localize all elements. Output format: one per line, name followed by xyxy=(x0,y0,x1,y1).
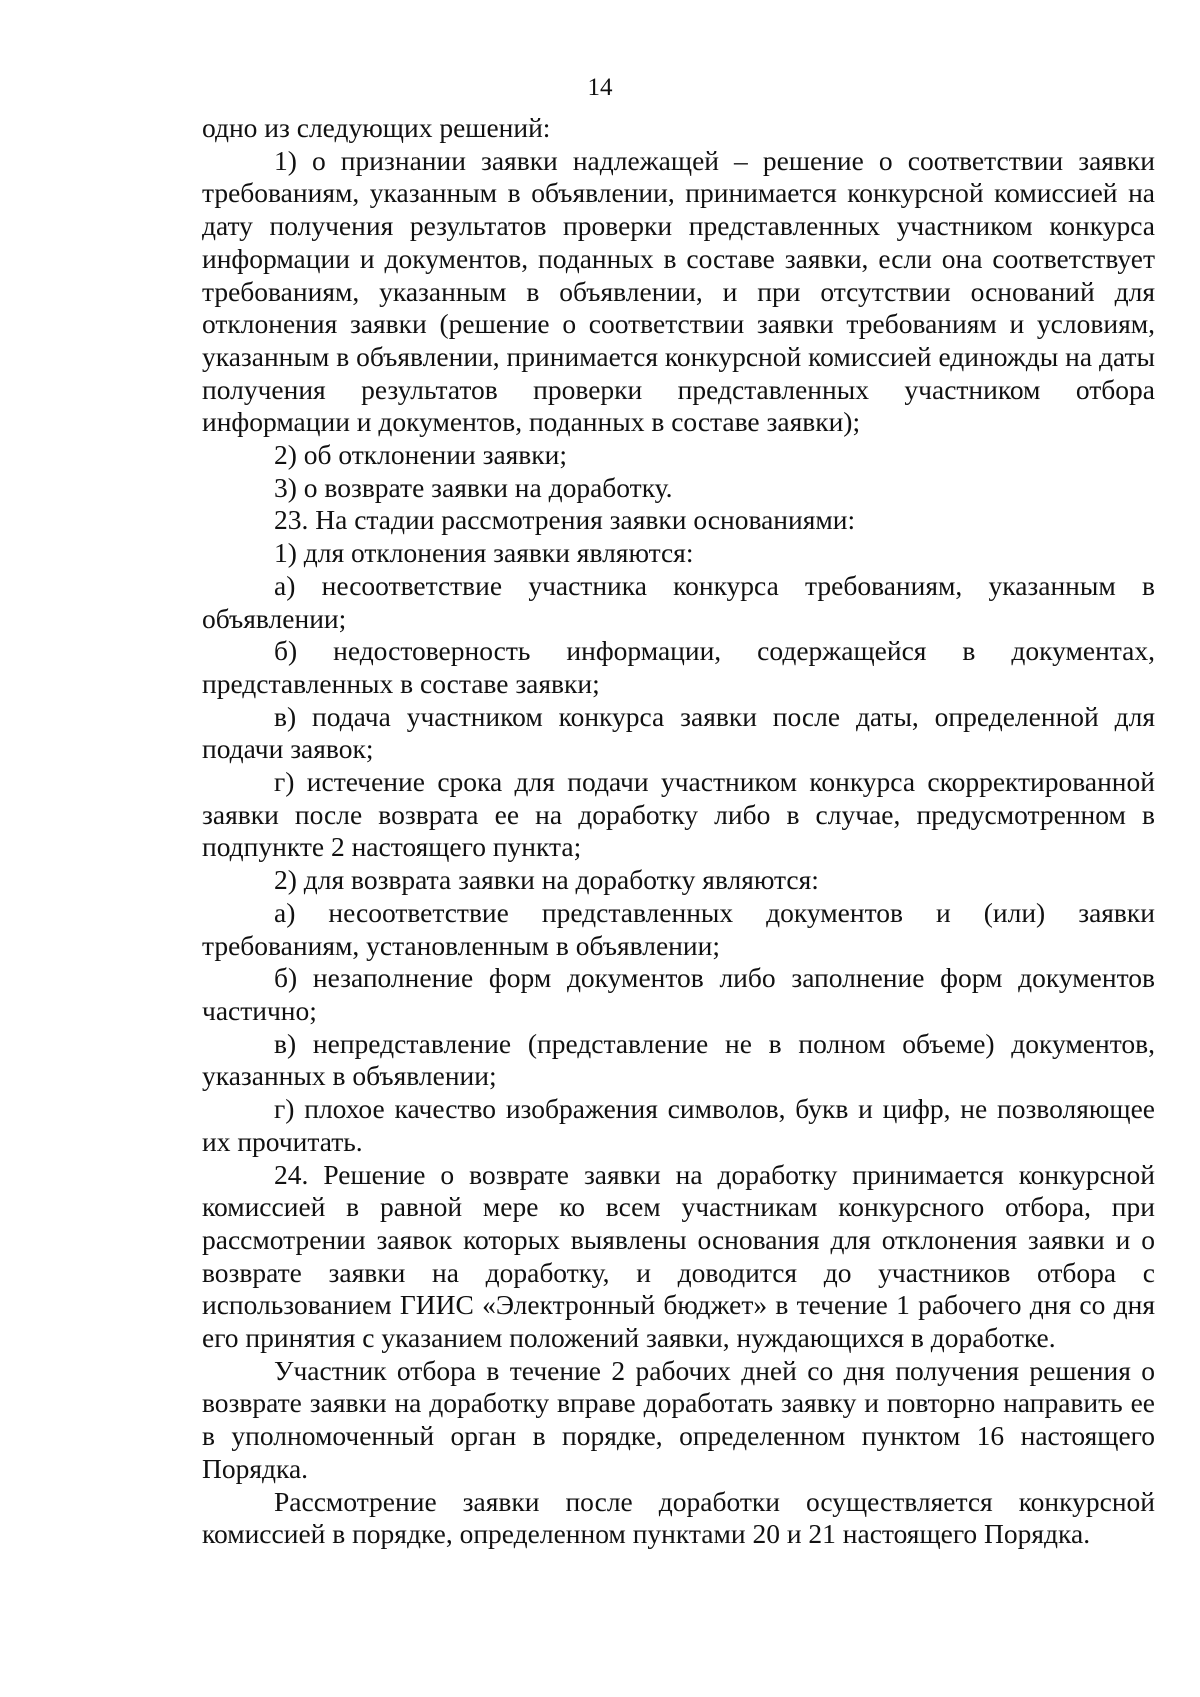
paragraph-clause-24: 24. Решение о возврате заявки на доработку принимается конкурсной комиссией в равной мере ко всем участникам конкурсного отбора, при рассмотрении заявок которых выявлены основания для отклонения заявки и о возврате заявки на доработку, и доводится до участников отбора с использованием ГИИС «Электронный бюджет» в течение 1 рабочего дня со дня его принятия с указанием положений заявки, нуждающихся в доработке. xyxy=(202,1158,1155,1354)
paragraph-23-1-v: в) подача участником конкурса заявки после даты, определенной для подачи заявок; xyxy=(202,700,1155,765)
paragraph-23-2-a: а) несоответствие представленных документов и (или) заявки требованиям, установленным в объявлении; xyxy=(202,896,1155,961)
paragraph-23-1: 1) для отклонения заявки являются: xyxy=(274,537,694,569)
paragraph-clause-23: 23. На стадии рассмотрения заявки основаниями: xyxy=(274,504,856,536)
paragraph-item-3-return: 3) о возврате заявки на доработку. xyxy=(274,471,673,503)
paragraph-23-1-b: б) недостоверность информации, содержащейся в документах, представленных в составе заявки; xyxy=(202,635,1155,699)
paragraph-23-1-a: а) несоответствие участника конкурса требованиям, указанным в объявлении; xyxy=(202,569,1155,634)
document-body xyxy=(202,112,1155,1551)
paragraph-24-participant: Участник отбора в течение 2 рабочих дней со дня получения решения о возврате заявки на доработку вправе доработать заявку и повторно направить ее в уполномоченный орган в порядке, определенном пунктом 16 настоящего Порядка. xyxy=(202,1354,1155,1484)
paragraph-23-2-g: г) плохое качество изображения символов, букв и цифр, не позволяющее их прочитать. xyxy=(202,1093,1155,1157)
paragraph-23-1-g: г) истечение срока для подачи участником конкурса скорректированной заявки после возврата ее на доработку либо в случае, предусмотренном в подпункте 2 настоящего пункта; xyxy=(202,766,1155,863)
paragraph-item-1-recognition: 1) о признании заявки надлежащей – решение о соответствии заявки требованиям, указанным в объявлении, принимается конкурсной комиссией на дату получения результатов проверки представленных участником конкурса информации и документов, поданных в составе заявки, если она соответствует требованиям, указанным в объявлении, и при отсутствии оснований для отклонения заявки (решение о соответствии заявки требованиям и условиям, указанным в объявлении, принимается конкурсной комиссией единожды на даты получения результатов проверки представленных участником отбора информации и документов, поданных в составе заявки); xyxy=(202,144,1155,438)
paragraph-23-2-b: б) незаполнение форм документов либо заполнение форм документов частично; xyxy=(202,962,1155,1026)
paragraph-continuation: одно из следующих решений: xyxy=(202,112,551,143)
paragraph-item-2-rejection: 2) об отклонении заявки; xyxy=(274,439,568,471)
page-number: 14 xyxy=(587,74,613,101)
paragraph-23-2: 2) для возврата заявки на доработку являются: xyxy=(274,864,819,896)
paragraph-23-2-v: в) непредставление (представление не в полном объеме) документов, указанных в объявлении; xyxy=(202,1027,1155,1092)
paragraph-24-review: Рассмотрение заявки после доработки осуществляется конкурсной комиссией в порядке, определенном пунктами 20 и 21 настоящего Порядка. xyxy=(202,1485,1155,1550)
